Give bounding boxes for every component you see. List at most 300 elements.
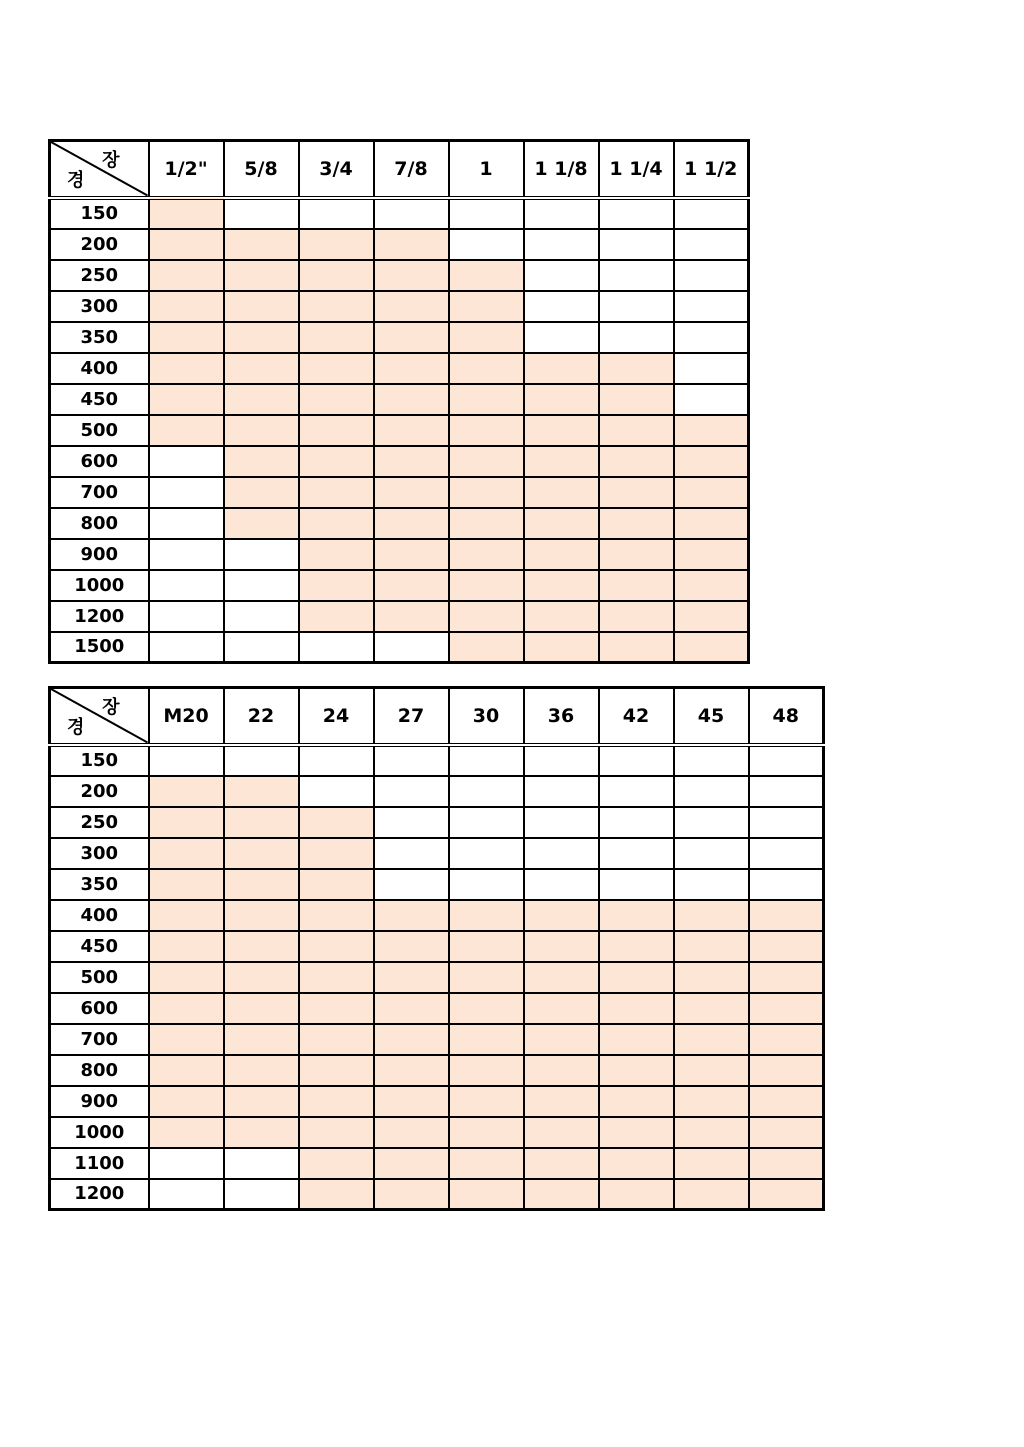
unavailable-cell [674, 353, 749, 384]
column-header: 3/4 [299, 141, 374, 198]
available-cell [749, 1055, 824, 1086]
table-row [50, 229, 749, 260]
table-row [50, 570, 749, 601]
available-cell [299, 539, 374, 570]
available-cell [374, 260, 449, 291]
available-cell [224, 446, 299, 477]
available-cell [449, 322, 524, 353]
available-cell [149, 993, 224, 1024]
table-row [50, 1086, 824, 1117]
diagonal-divider-icon [51, 689, 148, 743]
row-header: 350 [50, 322, 149, 353]
available-cell [749, 1179, 824, 1210]
available-cell [374, 1148, 449, 1179]
unavailable-cell [224, 745, 299, 776]
column-header: 7/8 [374, 141, 449, 198]
available-cell [524, 962, 599, 993]
available-cell [299, 601, 374, 632]
available-cell [599, 508, 674, 539]
table-row [50, 1055, 824, 1086]
row-header: 400 [50, 353, 149, 384]
table-row [50, 291, 749, 322]
available-cell [599, 1024, 674, 1055]
available-cell [599, 384, 674, 415]
available-cell [674, 1117, 749, 1148]
unavailable-cell [599, 260, 674, 291]
row-header: 900 [50, 539, 149, 570]
header-row [50, 688, 824, 745]
row-header: 600 [50, 993, 149, 1024]
available-cell [149, 1024, 224, 1055]
table-row [50, 477, 749, 508]
available-cell [299, 384, 374, 415]
unavailable-cell [599, 322, 674, 353]
table-row [50, 931, 824, 962]
available-cell [149, 931, 224, 962]
table-row [50, 446, 749, 477]
table-row [50, 601, 749, 632]
unavailable-cell [149, 601, 224, 632]
available-cell [749, 1148, 824, 1179]
unavailable-cell [149, 632, 224, 663]
available-cell [674, 1055, 749, 1086]
available-cell [674, 508, 749, 539]
table-row [50, 1024, 824, 1055]
available-cell [524, 900, 599, 931]
available-cell [224, 807, 299, 838]
table-row [50, 384, 749, 415]
available-cell [374, 353, 449, 384]
table-row [50, 993, 824, 1024]
available-cell [449, 291, 524, 322]
available-cell [674, 415, 749, 446]
available-cell [599, 993, 674, 1024]
unavailable-cell [449, 229, 524, 260]
unavailable-cell [674, 745, 749, 776]
available-cell [674, 1179, 749, 1210]
unavailable-cell [374, 869, 449, 900]
available-cell [374, 931, 449, 962]
available-cell [524, 632, 599, 663]
available-cell [524, 1024, 599, 1055]
table-row [50, 869, 824, 900]
column-header: 1 1/8 [524, 141, 599, 198]
unavailable-cell [674, 776, 749, 807]
available-cell [299, 1024, 374, 1055]
unavailable-cell [524, 745, 599, 776]
available-cell [149, 962, 224, 993]
row-header: 150 [50, 745, 149, 776]
available-cell [374, 1117, 449, 1148]
available-cell [149, 353, 224, 384]
available-cell [299, 962, 374, 993]
row-header: 400 [50, 900, 149, 931]
table-row [50, 508, 749, 539]
available-cell [599, 632, 674, 663]
available-cell [524, 931, 599, 962]
unavailable-cell [674, 869, 749, 900]
row-header: 150 [50, 198, 149, 229]
available-cell [224, 1117, 299, 1148]
available-cell [599, 477, 674, 508]
available-cell [149, 838, 224, 869]
available-cell [449, 539, 524, 570]
available-cell [599, 446, 674, 477]
unavailable-cell [599, 198, 674, 229]
available-cell [749, 962, 824, 993]
available-cell [674, 477, 749, 508]
available-cell [674, 632, 749, 663]
available-cell [449, 931, 524, 962]
row-header: 600 [50, 446, 149, 477]
available-cell [149, 807, 224, 838]
available-cell [449, 384, 524, 415]
available-cell [449, 993, 524, 1024]
unavailable-cell [299, 745, 374, 776]
available-cell [224, 869, 299, 900]
unavailable-cell [524, 260, 599, 291]
unavailable-cell [599, 776, 674, 807]
unavailable-cell [674, 291, 749, 322]
unavailable-cell [599, 229, 674, 260]
available-cell [524, 539, 599, 570]
available-cell [299, 229, 374, 260]
column-header: 27 [374, 688, 449, 745]
unavailable-cell [224, 601, 299, 632]
available-cell [524, 1179, 599, 1210]
available-cell [599, 1086, 674, 1117]
unavailable-cell [674, 807, 749, 838]
available-cell [524, 1086, 599, 1117]
available-cell [299, 838, 374, 869]
available-cell [149, 291, 224, 322]
row-header: 250 [50, 807, 149, 838]
table-row [50, 1117, 824, 1148]
available-cell [224, 900, 299, 931]
available-cell [449, 570, 524, 601]
corner-diameter-label: 경 [67, 169, 85, 191]
unavailable-cell [599, 807, 674, 838]
available-cell [374, 539, 449, 570]
unavailable-cell [374, 632, 449, 663]
available-cell [524, 508, 599, 539]
available-cell [449, 415, 524, 446]
row-header: 1200 [50, 1179, 149, 1210]
column-header: 48 [749, 688, 824, 745]
unavailable-cell [299, 776, 374, 807]
available-cell [149, 1055, 224, 1086]
unavailable-cell [149, 539, 224, 570]
row-header: 450 [50, 384, 149, 415]
table-row [50, 353, 749, 384]
corner-diameter-label: 경 [67, 716, 85, 738]
row-header: 1500 [50, 632, 149, 663]
available-cell [224, 1086, 299, 1117]
available-cell [299, 353, 374, 384]
table-row [50, 962, 824, 993]
table-row [50, 807, 824, 838]
unavailable-cell [524, 838, 599, 869]
header-row [50, 141, 749, 198]
available-cell [599, 570, 674, 601]
available-cell [149, 1117, 224, 1148]
size-table-inch [48, 139, 750, 664]
available-cell [524, 1055, 599, 1086]
column-header: M20 [149, 688, 224, 745]
unavailable-cell [524, 807, 599, 838]
row-header: 350 [50, 869, 149, 900]
available-cell [599, 1117, 674, 1148]
available-cell [149, 384, 224, 415]
available-cell [224, 291, 299, 322]
available-cell [599, 1179, 674, 1210]
unavailable-cell [599, 745, 674, 776]
table-row [50, 776, 824, 807]
row-header: 300 [50, 838, 149, 869]
available-cell [449, 1179, 524, 1210]
column-header: 45 [674, 688, 749, 745]
available-cell [674, 539, 749, 570]
available-cell [449, 1086, 524, 1117]
available-cell [224, 962, 299, 993]
unavailable-cell [224, 1148, 299, 1179]
column-header: 1 [449, 141, 524, 198]
available-cell [599, 415, 674, 446]
unavailable-cell [674, 198, 749, 229]
available-cell [299, 807, 374, 838]
available-cell [149, 900, 224, 931]
available-cell [224, 322, 299, 353]
available-cell [374, 1179, 449, 1210]
available-cell [224, 1055, 299, 1086]
unavailable-cell [449, 745, 524, 776]
available-cell [299, 869, 374, 900]
available-cell [299, 291, 374, 322]
available-cell [449, 1055, 524, 1086]
row-header: 800 [50, 1055, 149, 1086]
available-cell [674, 1148, 749, 1179]
unavailable-cell [449, 838, 524, 869]
available-cell [299, 1179, 374, 1210]
unavailable-cell [599, 869, 674, 900]
available-cell [374, 508, 449, 539]
available-cell [449, 632, 524, 663]
available-cell [149, 776, 224, 807]
available-cell [299, 1117, 374, 1148]
available-cell [599, 601, 674, 632]
column-header: 24 [299, 688, 374, 745]
table-row [50, 745, 824, 776]
unavailable-cell [749, 807, 824, 838]
column-header: 1/2" [149, 141, 224, 198]
unavailable-cell [224, 570, 299, 601]
available-cell [299, 1148, 374, 1179]
available-cell [524, 570, 599, 601]
available-cell [224, 776, 299, 807]
unavailable-cell [674, 260, 749, 291]
available-cell [599, 900, 674, 931]
table-row [50, 415, 749, 446]
available-cell [449, 962, 524, 993]
available-cell [224, 477, 299, 508]
unavailable-cell [224, 198, 299, 229]
unavailable-cell [749, 869, 824, 900]
available-cell [374, 601, 449, 632]
available-cell [374, 477, 449, 508]
table-row [50, 632, 749, 663]
row-header: 1200 [50, 601, 149, 632]
unavailable-cell [149, 508, 224, 539]
available-cell [599, 1055, 674, 1086]
available-cell [299, 322, 374, 353]
unavailable-cell [224, 632, 299, 663]
unavailable-cell [524, 322, 599, 353]
available-cell [449, 1148, 524, 1179]
table-row [50, 198, 749, 229]
diagonal-divider-icon [51, 142, 148, 196]
row-header: 250 [50, 260, 149, 291]
available-cell [299, 1055, 374, 1086]
unavailable-cell [374, 198, 449, 229]
row-header: 200 [50, 776, 149, 807]
row-header: 500 [50, 415, 149, 446]
unavailable-cell [374, 838, 449, 869]
available-cell [449, 353, 524, 384]
available-cell [599, 1148, 674, 1179]
unavailable-cell [524, 291, 599, 322]
available-cell [674, 900, 749, 931]
available-cell [299, 446, 374, 477]
corner-header-cell [50, 141, 149, 198]
available-cell [374, 993, 449, 1024]
table-row [50, 900, 824, 931]
available-cell [149, 415, 224, 446]
column-header: 36 [524, 688, 599, 745]
available-cell [149, 229, 224, 260]
available-cell [374, 900, 449, 931]
column-header: 1 1/4 [599, 141, 674, 198]
available-cell [749, 900, 824, 931]
available-cell [674, 1086, 749, 1117]
available-cell [149, 1086, 224, 1117]
available-cell [299, 508, 374, 539]
available-cell [524, 384, 599, 415]
available-cell [149, 869, 224, 900]
available-cell [674, 601, 749, 632]
available-cell [374, 1024, 449, 1055]
table-row [50, 539, 749, 570]
unavailable-cell [524, 776, 599, 807]
unavailable-cell [749, 838, 824, 869]
unavailable-cell [524, 229, 599, 260]
available-cell [224, 508, 299, 539]
available-cell [674, 570, 749, 601]
row-header: 700 [50, 1024, 149, 1055]
available-cell [299, 415, 374, 446]
available-cell [374, 229, 449, 260]
table-row [50, 322, 749, 353]
corner-length-label: 장 [102, 150, 120, 171]
available-cell [374, 1086, 449, 1117]
row-header: 1100 [50, 1148, 149, 1179]
available-cell [449, 446, 524, 477]
available-cell [299, 931, 374, 962]
available-cell [674, 1024, 749, 1055]
available-cell [149, 322, 224, 353]
row-header: 300 [50, 291, 149, 322]
available-cell [299, 570, 374, 601]
available-cell [224, 353, 299, 384]
available-cell [374, 962, 449, 993]
available-cell [524, 415, 599, 446]
available-cell [749, 1117, 824, 1148]
available-cell [449, 508, 524, 539]
unavailable-cell [599, 291, 674, 322]
available-cell [599, 931, 674, 962]
size-table-metric [48, 686, 825, 1211]
available-cell [374, 291, 449, 322]
unavailable-cell [149, 1148, 224, 1179]
available-cell [224, 229, 299, 260]
unavailable-cell [224, 1179, 299, 1210]
corner-length-label: 장 [102, 697, 120, 718]
available-cell [599, 962, 674, 993]
unavailable-cell [524, 869, 599, 900]
unavailable-cell [149, 1179, 224, 1210]
available-cell [674, 993, 749, 1024]
unavailable-cell [149, 745, 224, 776]
available-cell [224, 993, 299, 1024]
unavailable-cell [749, 776, 824, 807]
table-row [50, 260, 749, 291]
available-cell [449, 477, 524, 508]
available-cell [374, 384, 449, 415]
available-cell [149, 260, 224, 291]
available-cell [674, 931, 749, 962]
available-cell [674, 446, 749, 477]
available-cell [524, 993, 599, 1024]
available-cell [524, 353, 599, 384]
available-cell [749, 993, 824, 1024]
table-row [50, 838, 824, 869]
available-cell [299, 993, 374, 1024]
unavailable-cell [449, 869, 524, 900]
available-cell [449, 260, 524, 291]
row-header: 800 [50, 508, 149, 539]
unavailable-cell [674, 322, 749, 353]
table-row [50, 1148, 824, 1179]
unavailable-cell [149, 446, 224, 477]
available-cell [449, 1117, 524, 1148]
unavailable-cell [674, 838, 749, 869]
available-cell [524, 1117, 599, 1148]
column-header: 1 1/2 [674, 141, 749, 198]
row-header: 1000 [50, 1117, 149, 1148]
row-header: 200 [50, 229, 149, 260]
unavailable-cell [224, 539, 299, 570]
row-header: 500 [50, 962, 149, 993]
available-cell [374, 1055, 449, 1086]
available-cell [149, 198, 224, 229]
row-header: 450 [50, 931, 149, 962]
available-cell [524, 446, 599, 477]
table-row [50, 1179, 824, 1210]
available-cell [224, 415, 299, 446]
unavailable-cell [149, 570, 224, 601]
available-cell [374, 570, 449, 601]
unavailable-cell [449, 198, 524, 229]
column-header: 22 [224, 688, 299, 745]
